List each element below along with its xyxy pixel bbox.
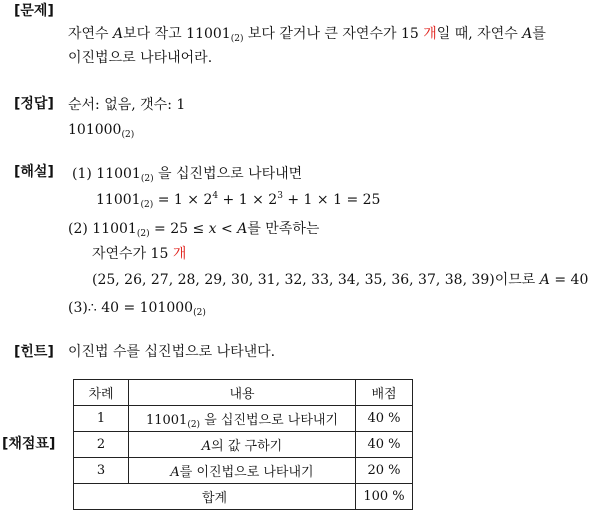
problem-label: [문제] <box>14 3 54 19</box>
answer-line-1: 순서: 없음, 갯수: 1 <box>68 97 186 113</box>
rubric-row <box>74 406 413 432</box>
answer-label: [정답] <box>14 96 54 112</box>
rubric-item: A를 이진법으로 나타내기 <box>129 458 356 484</box>
solution-step-1-eq: $11001_{(2)} = 1 \times 2^4 + 1 \times 2^3 + 1 \times 1 = 25$ <box>96 191 381 210</box>
rubric-score: 40 % <box>356 432 413 458</box>
rubric-total-label: 합계 <box>74 484 356 510</box>
solution-step-3: (3)∴ $40 = 101000_{(2)}$ <box>68 300 206 318</box>
hint-label: [힌트] <box>14 344 54 360</box>
rubric-header-cell: 내용 <box>129 380 356 406</box>
rubric-total-row <box>74 484 413 510</box>
rubric-row <box>74 432 413 458</box>
problem-line-2: 이진법으로 나타내어라. <box>68 50 213 66</box>
hint-text: 이진법 수를 십진법으로 나타낸다. <box>68 344 276 360</box>
rubric-total-score: 100 % <box>356 484 413 510</box>
solution-label: [해설] <box>14 164 54 180</box>
rubric-score: 20 % <box>356 458 413 484</box>
rubric-header-cell: 배점 <box>356 380 413 406</box>
highlight-unit: 개 <box>423 26 437 42</box>
rubric-order: 2 <box>74 432 129 458</box>
rubric-item: A의 값 구하기 <box>129 432 356 458</box>
rubric-header-cell: 차례 <box>74 380 129 406</box>
rubric-order: 3 <box>74 458 129 484</box>
solution-step-2-line-3: (25, 26, 27, 28, 29, 30, 31, 32, 33, 34, 35, 36, 37, 38, 39)이므로 A = 40 <box>92 272 589 288</box>
rubric-table <box>73 379 413 510</box>
problem-line-1: 자연수 A보다 작고 $11001_{(2)}$ 보다 같거나 큰 자연수가 15 개일 때, 자연수 A를 <box>68 26 546 44</box>
rubric-item: $11001_{(2)}$ 을 십진법으로 나타내기 <box>129 406 356 432</box>
solution-step-1: (1) $11001_{(2)}$ 을 십진법으로 나타내면 <box>72 166 303 184</box>
solution-step-2: (2) $11001_{(2)} = 25 \le x < A$를 만족하는 <box>68 221 320 239</box>
rubric-header-row <box>74 380 413 406</box>
var-A: A <box>113 26 124 42</box>
solution-step-2-line-2: 자연수가 15 개 <box>92 246 187 262</box>
answer-line-2: $101000_{(2)}$ <box>68 122 135 140</box>
rubric-label: [채점표] <box>2 436 56 452</box>
rubric-row <box>74 458 413 484</box>
rubric-score: 40 % <box>356 406 413 432</box>
rubric-order: 1 <box>74 406 129 432</box>
